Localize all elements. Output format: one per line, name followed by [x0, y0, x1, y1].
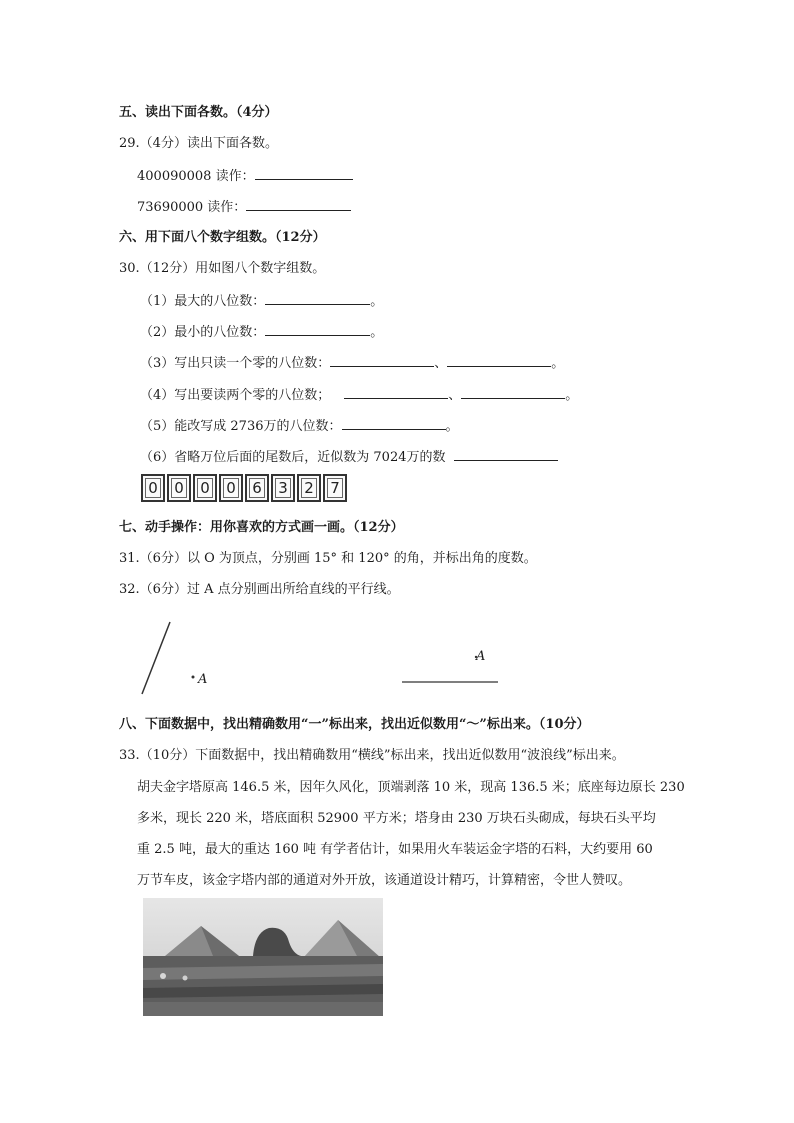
q30-sub-2 — [140, 322, 383, 342]
digit-card: 0 — [141, 474, 165, 502]
passage-line: 万节车皮，该金字塔内部的通道对外开放，该通道设计精巧，计算精密，令世人赞叹。 — [137, 873, 632, 888]
digit-card: 0 — [167, 474, 191, 502]
q29-item-2 — [137, 197, 351, 217]
q30-sub-1 — [140, 291, 383, 311]
q30-sub-3-blank-b[interactable] — [447, 353, 551, 367]
q30-sub-3-blank-a[interactable] — [330, 353, 434, 367]
section-7-heading: 七、动手操作：用你喜欢的方式画一画。（12分） — [119, 520, 404, 535]
q30-sub-5-text: （5）能改写成 2736万的八位数： — [140, 419, 342, 434]
digit-card: 6 — [245, 474, 269, 502]
digit-card: 0 — [193, 474, 217, 502]
q30-sub-6 — [140, 447, 558, 467]
q30-sub-3-text: （3）写出只读一个零的八位数： — [140, 356, 331, 371]
period: 。 — [565, 388, 579, 403]
label-a-right: A — [476, 649, 486, 664]
q30-sub-4-blank-b[interactable] — [461, 385, 565, 399]
question-31: 31.（6分）以 O 为顶点，分别画 15° 和 120° 的角，并标出角的度数。 — [119, 551, 537, 566]
q30-sub-6-blank[interactable] — [454, 447, 558, 461]
digit-card: 0 — [219, 474, 243, 502]
period: 。 — [551, 356, 565, 371]
pyramid-photo — [143, 898, 383, 1016]
q29-item-1-blank[interactable] — [255, 166, 353, 180]
q30-sub-4-text: （4）写出要读两个零的八位数； — [140, 388, 331, 403]
period: 。 — [370, 294, 384, 309]
comma: 、 — [448, 388, 462, 403]
section-8-heading: 八、下面数据中，找出精确数用“一”标出来，找出近似数用“～”标出来。（10分） — [119, 717, 590, 732]
q30-sub-5 — [140, 416, 459, 436]
label-a-left: A — [198, 672, 208, 687]
q30-sub-5-blank[interactable] — [342, 416, 446, 430]
period: 。 — [445, 419, 459, 434]
slanted-line — [142, 622, 170, 694]
q29-item-2-blank[interactable] — [246, 197, 351, 211]
q30-sub-1-text: （1）最大的八位数： — [140, 294, 266, 309]
passage-line: 胡夫金字塔原高 146.5 米，因年久风化，顶端剥落 10 米，现高 136.5 米；底座每边原长 230 — [137, 780, 685, 795]
section-6-heading: 六、用下面八个数字组数。（12分） — [119, 230, 326, 245]
q30-sub-4 — [140, 385, 578, 405]
digit-card: 7 — [323, 474, 347, 502]
question-30: 30.（12分）用如图八个数字组数。 — [119, 261, 326, 276]
q30-sub-3 — [140, 353, 564, 373]
q29-item-2-text: 73690000 读作： — [137, 200, 247, 215]
q29-item-1 — [137, 166, 353, 186]
q30-sub-2-text: （2）最小的八位数： — [140, 325, 266, 340]
section-5-heading: 五、读出下面各数。（4分） — [119, 105, 278, 120]
q30-sub-2-blank[interactable] — [265, 322, 370, 336]
period: 。 — [370, 325, 384, 340]
comma: 、 — [434, 356, 448, 371]
q30-sub-4-blank-a[interactable] — [344, 385, 448, 399]
q29-item-1-text: 400090008 读作： — [137, 169, 255, 184]
pyramid-passage — [137, 772, 697, 896]
digit-card: 3 — [271, 474, 295, 502]
q30-sub-6-text: （6）省略万位后面的尾数后，近似数为 7024万的数 — [140, 450, 446, 465]
point-a-left — [192, 676, 195, 679]
q30-sub-1-blank[interactable] — [265, 291, 370, 305]
passage-line: 重 2.5 吨，最大的重达 160 吨 有学者估计，如果用火车装运金字塔的石料，大约要用 60 — [137, 842, 653, 857]
passage-line: 多米，现长 220 米，塔底面积 52900 平方米；塔身由 230 万块石头砌成，每块石头平均 — [137, 811, 656, 826]
question-32: 32.（6分）过 A 点分别画出所给直线的平行线。 — [119, 582, 400, 597]
digit-card: 2 — [297, 474, 321, 502]
question-33: 33.（10分）下面数据中，找出精确数用“横线”标出来，找出近似数用“波浪线”标出来。 — [119, 748, 625, 763]
digit-cards — [141, 474, 349, 502]
parallel-lines-figure — [130, 612, 530, 702]
question-29: 29.（4分）读出下面各数。 — [119, 136, 278, 151]
